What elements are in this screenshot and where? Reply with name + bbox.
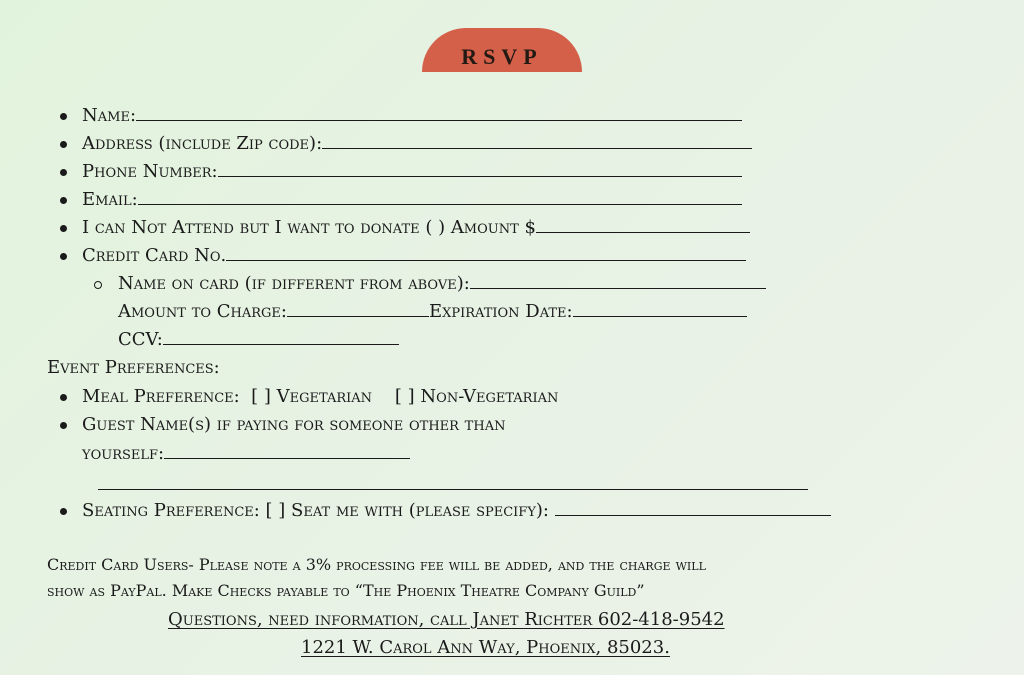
address-info: 1221 W. Carol Ann Way, Phoenix, 85023. (301, 637, 670, 658)
donate-field[interactable] (82, 216, 750, 240)
email-blank[interactable] (138, 190, 742, 205)
phone-field[interactable] (82, 160, 742, 184)
name-on-card-blank[interactable] (470, 274, 766, 289)
ccv-label: CCV: (118, 329, 163, 350)
name-blank[interactable] (136, 106, 742, 121)
credit-card-blank[interactable] (226, 246, 746, 261)
name-field[interactable] (82, 104, 742, 128)
address-blank[interactable] (322, 134, 752, 149)
meal-preference[interactable] (82, 385, 558, 409)
rsvp-title: RSVP (461, 44, 543, 69)
bullet-icon (60, 141, 67, 148)
phone-label: Phone Number: (82, 161, 218, 182)
bullet-icon (60, 197, 67, 204)
rsvp-badge (422, 28, 582, 72)
guest-names-field[interactable] (82, 442, 410, 466)
credit-card-label: Credit Card No. (82, 245, 227, 266)
sub-bullet-icon (94, 281, 102, 289)
phone-blank[interactable] (218, 162, 742, 177)
seating-preference-label: Seating Preference: [ ] Seat me with (please specify): (82, 500, 555, 521)
event-preferences-heading: Event Preferences: (47, 357, 220, 378)
name-on-card-field[interactable] (118, 272, 766, 296)
amount-label: Amount to Charge: (118, 301, 287, 322)
guest-names-label-line2: yourself: (82, 443, 165, 464)
guest-names-blank[interactable] (164, 444, 410, 459)
guest-names-extra-line[interactable] (98, 489, 808, 490)
contact-info: Questions, need information, call Janet Richter 602-418-9542 (168, 609, 725, 630)
email-label: Email: (82, 189, 138, 210)
ccv-blank[interactable] (163, 330, 399, 345)
seating-preference-field[interactable] (82, 499, 831, 523)
bullet-icon (60, 422, 67, 429)
name-on-card-label: Name on card (if different from above): (118, 273, 470, 294)
credit-card-field[interactable] (82, 244, 746, 268)
seating-blank[interactable] (555, 501, 831, 516)
meal-preference-label: Meal Preference: [ ] Vegetarian [ ] Non-Vegetarian (82, 386, 559, 407)
email-field[interactable] (82, 188, 742, 212)
name-label: Name: (82, 105, 137, 126)
amount-blank[interactable] (287, 302, 429, 317)
bullet-icon (60, 253, 67, 260)
processing-fee-note-line1: Credit Card Users- Please note a 3% processing fee will be added, and the charge will (47, 555, 706, 574)
expiration-label: Expiration Date: (428, 301, 573, 322)
bullet-icon (60, 508, 67, 515)
guest-names-label-line1: Guest Name(s) if paying for someone other than (82, 414, 506, 435)
bullet-icon (60, 394, 67, 401)
ccv-field[interactable] (118, 328, 399, 352)
bullet-icon (60, 113, 67, 120)
bullet-icon (60, 169, 67, 176)
amount-expiration-row (118, 300, 747, 324)
expiration-blank[interactable] (573, 302, 747, 317)
address-label: Address (include Zip code): (82, 133, 323, 154)
bullet-icon (60, 225, 67, 232)
address-field[interactable] (82, 132, 752, 156)
processing-fee-note-line2: show as PayPal. Make Checks payable to “The Phoenix Theatre Company Guild” (47, 581, 645, 600)
donate-amount-blank[interactable] (536, 218, 750, 233)
donate-label: I can Not Attend but I want to donate ( ) Amount $ (82, 217, 536, 238)
